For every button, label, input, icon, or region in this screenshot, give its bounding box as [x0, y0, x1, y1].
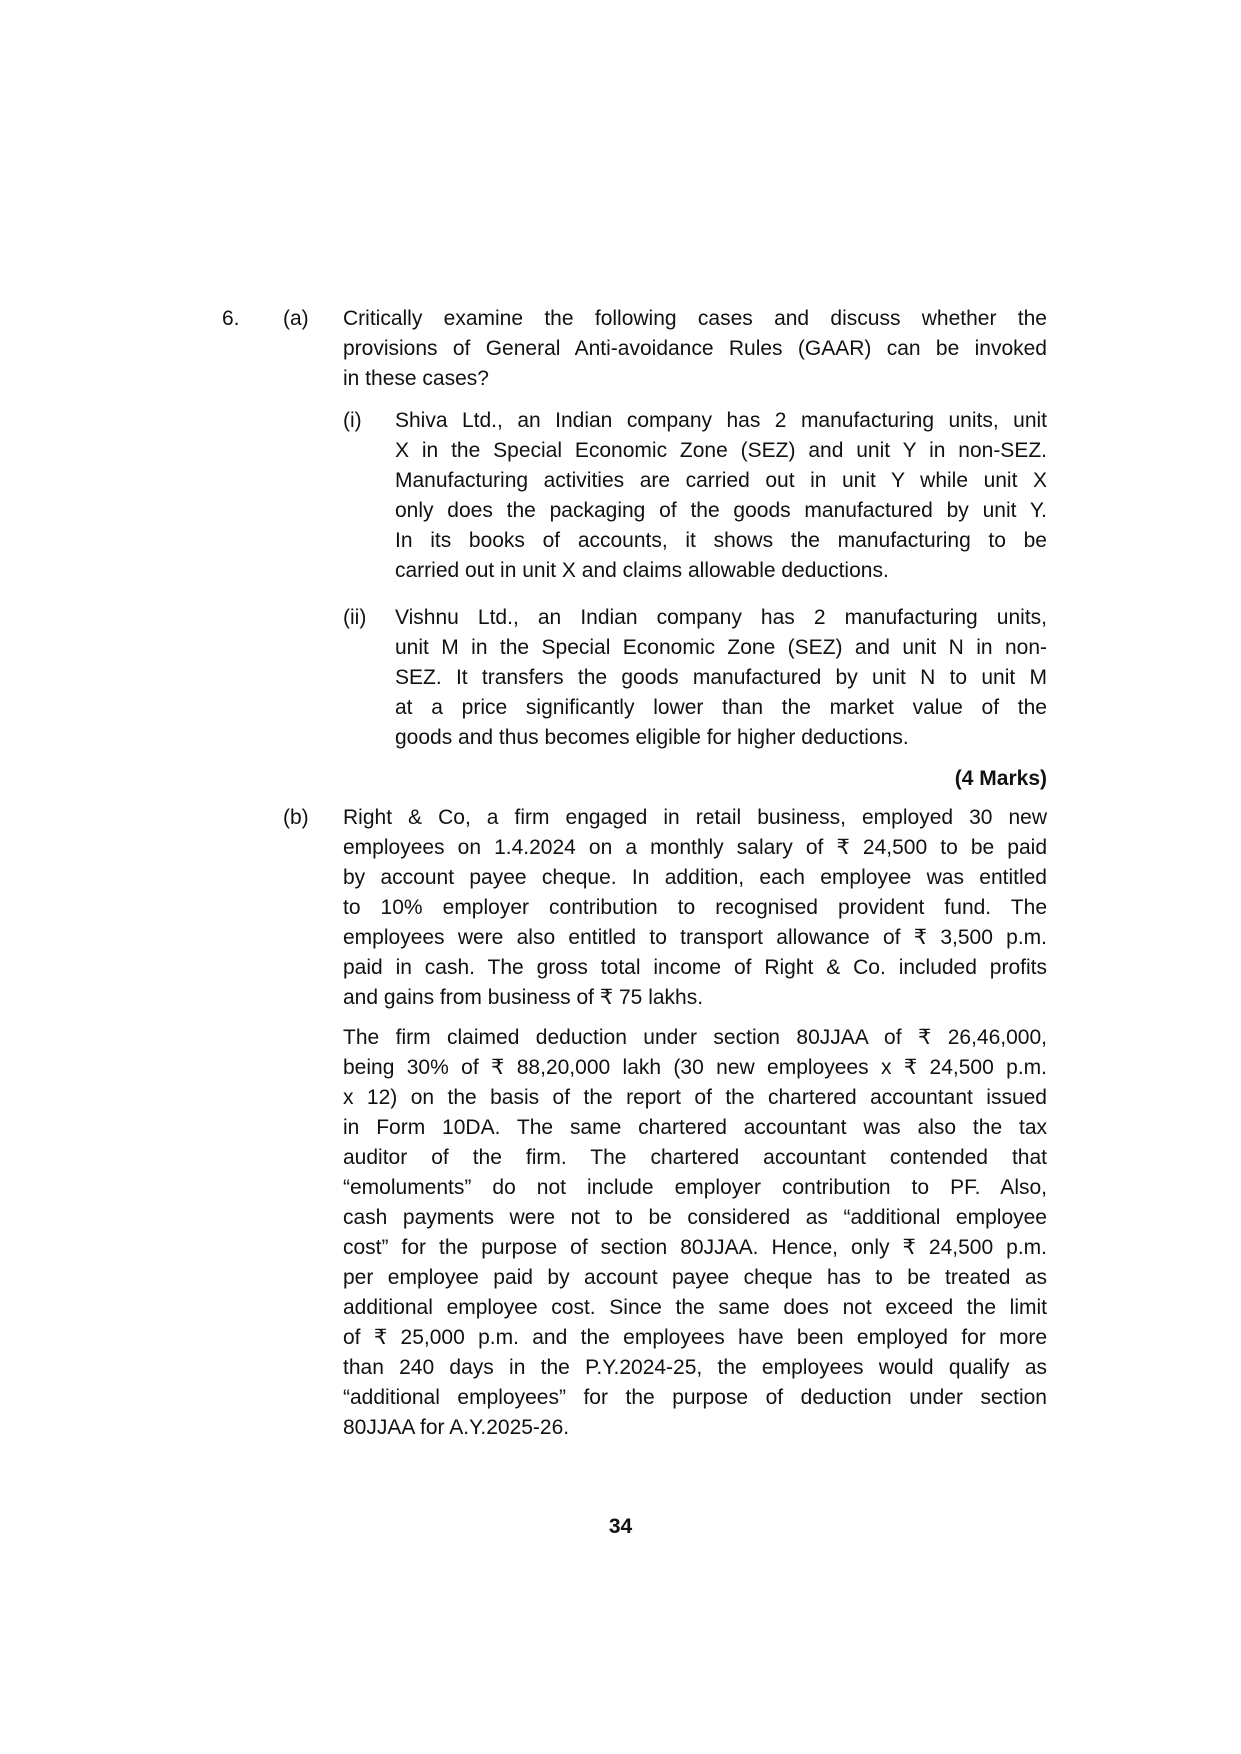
- text-line: X in the Special Economic Zone (SEZ) and unit Y in non-SEZ.: [395, 439, 1047, 462]
- text-line: being 30% of ₹ 88,20,000 lakh (30 new employees x ₹ 24,500 p.m.: [343, 1056, 1047, 1079]
- sub-item-i-paragraph: [395, 406, 1047, 586]
- text-line: goods and thus becomes eligible for higher deductions.: [395, 726, 909, 749]
- text-line: “emoluments” do not include employer contribution to PF. Also,: [343, 1176, 1047, 1199]
- text-line: in these cases?: [343, 367, 489, 390]
- sub-item-ii-paragraph: [395, 603, 1047, 753]
- text-line: employees on 1.4.2024 on a monthly salary of ₹ 24,500 to be paid: [343, 836, 1047, 859]
- part-a-intro-paragraph: [343, 304, 1047, 394]
- text-line: employees were also entitled to transport allowance of ₹ 3,500 p.m.: [343, 926, 1047, 949]
- text-line: Shiva Ltd., an Indian company has 2 manufacturing units, unit: [395, 409, 1047, 432]
- text-line: carried out in unit X and claims allowable deductions.: [395, 559, 889, 582]
- sub-item-ii-label: (ii): [343, 606, 367, 629]
- text-line: to 10% employer contribution to recognised provident fund. The: [343, 896, 1047, 919]
- question-6: [222, 304, 1047, 1443]
- text-line: “additional employees” for the purpose of deduction under section: [343, 1386, 1047, 1409]
- question-6-part-b: [222, 803, 1047, 1443]
- marks-label: (4 Marks): [954, 767, 1047, 790]
- text-line: Vishnu Ltd., an Indian company has 2 manufacturing units,: [395, 606, 1047, 629]
- text-line: SEZ. It transfers the goods manufactured by unit N to unit M: [395, 666, 1047, 689]
- part-a-label: (a): [283, 307, 309, 330]
- text-line: Right & Co, a firm engaged in retail business, employed 30 new: [343, 806, 1047, 829]
- sub-item-i: [343, 406, 1047, 586]
- text-line: and gains from business of ₹ 75 lakhs.: [343, 986, 704, 1009]
- page-number: 34: [608, 1515, 633, 1538]
- part-b-paragraph-2: [343, 1023, 1047, 1443]
- text-line: Manufacturing activities are carried out in unit Y while unit X: [395, 469, 1047, 492]
- text-line: only does the packaging of the goods manufactured by unit Y.: [395, 499, 1047, 522]
- text-line: 80JJAA for A.Y.2025-26.: [343, 1416, 570, 1439]
- text-line: In its books of accounts, it shows the manufacturing to be: [395, 529, 1047, 552]
- text-line: cost” for the purpose of section 80JJAA. Hence, only ₹ 24,500 p.m.: [343, 1236, 1047, 1259]
- sub-item-ii: [343, 603, 1047, 753]
- part-b-body: [343, 803, 1047, 1443]
- text-line: of ₹ 25,000 p.m. and the employees have been employed for more: [343, 1326, 1047, 1349]
- text-line: The firm claimed deduction under section 80JJAA of ₹ 26,46,000,: [343, 1026, 1047, 1049]
- text-line: provisions of General Anti-avoidance Rules (GAAR) can be invoked: [343, 337, 1047, 360]
- text-line: cash payments were not to be considered as “additional employee: [343, 1206, 1047, 1229]
- text-line: x 12) on the basis of the report of the chartered accountant issued: [343, 1086, 1047, 1109]
- part-a-body: [343, 304, 1047, 794]
- part-b-label: (b): [283, 806, 309, 829]
- part-b-paragraph-1: [343, 803, 1047, 1013]
- text-line: unit M in the Special Economic Zone (SEZ) and unit N in non-: [395, 636, 1047, 659]
- text-line: paid in cash. The gross total income of Right & Co. included profits: [343, 956, 1047, 979]
- text-line: per employee paid by account payee cheque has to be treated as: [343, 1266, 1047, 1289]
- question-6-part-a: [222, 304, 1047, 794]
- text-line: Critically examine the following cases and discuss whether the: [343, 307, 1047, 330]
- text-line: by account payee cheque. In addition, each employee was entitled: [343, 866, 1047, 889]
- text-line: auditor of the firm. The chartered accountant contended that: [343, 1146, 1047, 1169]
- text-line: in Form 10DA. The same chartered accountant was also the tax: [343, 1116, 1047, 1139]
- text-line: at a price significantly lower than the market value of the: [395, 696, 1047, 719]
- text-line: than 240 days in the P.Y.2024-25, the employees would qualify as: [343, 1356, 1047, 1379]
- text-line: additional employee cost. Since the same does not exceed the limit: [343, 1296, 1047, 1319]
- question-number: 6.: [222, 307, 240, 330]
- sub-item-i-label: (i): [343, 409, 362, 432]
